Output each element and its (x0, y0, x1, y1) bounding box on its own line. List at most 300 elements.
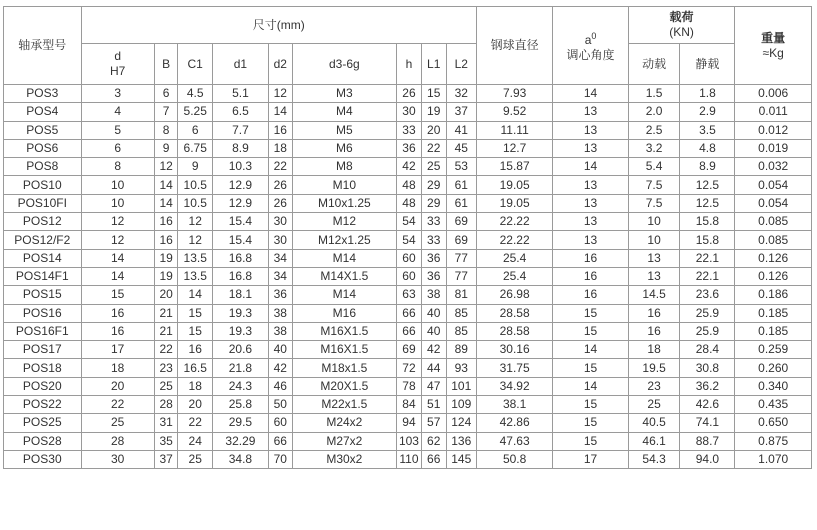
table-row (4, 249, 812, 267)
table-cell: 15 (553, 359, 628, 377)
cell-model: POS10 (4, 176, 82, 194)
table-cell: 20.6 (212, 341, 268, 359)
table-cell: 22.1 (680, 249, 735, 267)
table-cell: M10x1.25 (292, 194, 396, 212)
table-cell: 21 (154, 322, 178, 340)
header-model: 轴承型号 (4, 7, 82, 85)
table-cell: 8 (81, 158, 154, 176)
table-cell: M20X1.5 (292, 377, 396, 395)
table-cell: 19 (154, 267, 178, 285)
table-row (4, 450, 812, 468)
table-cell: 19.3 (212, 304, 268, 322)
header-d2: d2 (268, 44, 292, 85)
table-cell: 42 (421, 341, 446, 359)
table-cell: 10.5 (178, 194, 212, 212)
table-cell: 21.8 (212, 359, 268, 377)
table-cell: 9 (154, 139, 178, 157)
table-cell: 1.5 (628, 85, 680, 103)
table-cell: M4 (292, 103, 396, 121)
table-cell: M14 (292, 286, 396, 304)
table-cell: 14 (154, 176, 178, 194)
cell-model: POS4 (4, 103, 82, 121)
table-cell: 4 (81, 103, 154, 121)
table-cell: 30 (268, 231, 292, 249)
table-cell: M12x1.25 (292, 231, 396, 249)
table-cell: 77 (446, 249, 476, 267)
table-cell: 69 (446, 213, 476, 231)
header-d-bottom: H7 (109, 64, 126, 78)
table-cell: 13 (553, 121, 628, 139)
table-row (4, 231, 812, 249)
table-cell: 15 (81, 286, 154, 304)
table-cell: 66 (397, 304, 422, 322)
table-cell: 81 (446, 286, 476, 304)
table-cell: 28.58 (476, 304, 552, 322)
table-cell: 28 (154, 396, 178, 414)
table-cell: 31 (154, 414, 178, 432)
table-cell: 60 (397, 267, 422, 285)
table-cell: 6 (81, 139, 154, 157)
table-cell: 0.054 (735, 176, 812, 194)
table-cell: 26 (268, 194, 292, 212)
header-h: h (397, 44, 422, 85)
table-cell: 5.1 (212, 85, 268, 103)
table-cell: M14X1.5 (292, 267, 396, 285)
table-cell: 2.5 (628, 121, 680, 139)
table-cell: 38.1 (476, 396, 552, 414)
table-cell: 0.012 (735, 121, 812, 139)
table-cell: 84 (397, 396, 422, 414)
table-row (4, 103, 812, 121)
weight-unit: ≈Kg (762, 45, 784, 60)
table-cell: 11.11 (476, 121, 552, 139)
cell-model: POS12 (4, 213, 82, 231)
table-cell: 35 (154, 432, 178, 450)
table-cell: 9 (178, 158, 212, 176)
table-cell: 0.259 (735, 341, 812, 359)
table-cell: 51 (421, 396, 446, 414)
table-cell: 85 (446, 304, 476, 322)
table-cell: 15 (421, 85, 446, 103)
table-cell: 66 (421, 450, 446, 468)
table-cell: 9.52 (476, 103, 552, 121)
cell-model: POS14F1 (4, 267, 82, 285)
table-cell: 18 (268, 139, 292, 157)
table-cell: 57 (421, 414, 446, 432)
table-cell: 13 (553, 103, 628, 121)
table-cell: 47.63 (476, 432, 552, 450)
table-cell: 12.7 (476, 139, 552, 157)
table-cell: M16X1.5 (292, 341, 396, 359)
table-cell: 17 (81, 341, 154, 359)
table-cell: 16 (553, 286, 628, 304)
table-cell: 26 (268, 176, 292, 194)
header-C1: C1 (178, 44, 212, 85)
table-cell: 14 (81, 249, 154, 267)
table-body (4, 85, 812, 469)
table-cell: 25 (178, 450, 212, 468)
table-cell: 36 (421, 267, 446, 285)
table-cell: 124 (446, 414, 476, 432)
table-cell: 8.9 (212, 139, 268, 157)
table-cell: 7.5 (628, 176, 680, 194)
table-cell: 15 (178, 304, 212, 322)
table-row (4, 85, 812, 103)
table-cell: 42 (397, 158, 422, 176)
table-cell: 25 (154, 377, 178, 395)
table-cell: 109 (446, 396, 476, 414)
table-cell: 0.650 (735, 414, 812, 432)
table-cell: 38 (421, 286, 446, 304)
table-cell: 30 (268, 213, 292, 231)
table-cell: 72 (397, 359, 422, 377)
table-cell: 17 (553, 450, 628, 468)
table-cell: 78 (397, 377, 422, 395)
alpha-label: 调心角度 (566, 47, 615, 62)
table-cell: 7.5 (628, 194, 680, 212)
header-alignment-angle (553, 7, 628, 85)
header-ball-diameter: 钢球直径 (476, 7, 552, 85)
table-cell: 54 (397, 231, 422, 249)
table-cell: 0.185 (735, 304, 812, 322)
table-cell: 38 (268, 322, 292, 340)
table-cell: 34.92 (476, 377, 552, 395)
table-cell: M22x1.5 (292, 396, 396, 414)
table-cell: 37 (154, 450, 178, 468)
table-cell: 16 (553, 249, 628, 267)
table-cell: 34 (268, 267, 292, 285)
table-cell: 15.87 (476, 158, 552, 176)
table-cell: 19.05 (476, 194, 552, 212)
table-cell: 18 (178, 377, 212, 395)
header-d-top: d (114, 49, 121, 63)
table-cell: 10 (628, 213, 680, 231)
table-cell: 94 (397, 414, 422, 432)
table-cell: 4.8 (680, 139, 735, 157)
table-cell: 42 (268, 359, 292, 377)
table-cell: 103 (397, 432, 422, 450)
table-cell: M27x2 (292, 432, 396, 450)
cell-model: POS3 (4, 85, 82, 103)
table-cell: 61 (446, 176, 476, 194)
table-cell: 12 (178, 213, 212, 231)
table-cell: 12 (81, 213, 154, 231)
alpha-superscript: 0 (591, 30, 597, 41)
table-row (4, 414, 812, 432)
header-d1: d1 (212, 44, 268, 85)
table-cell: 0.054 (735, 194, 812, 212)
table-cell: 25.4 (476, 267, 552, 285)
table-cell: 44 (421, 359, 446, 377)
table-cell: 19 (421, 103, 446, 121)
table-cell: 12.5 (680, 194, 735, 212)
table-cell: 0.186 (735, 286, 812, 304)
table-cell: 7 (154, 103, 178, 121)
header-d3: d3-6g (292, 44, 396, 85)
table-cell: M24x2 (292, 414, 396, 432)
table-cell: 16 (628, 304, 680, 322)
table-cell: 62 (421, 432, 446, 450)
table-cell: 16 (81, 322, 154, 340)
cell-model: POS12/F2 (4, 231, 82, 249)
table-cell: 16 (553, 267, 628, 285)
table-cell: 46.1 (628, 432, 680, 450)
table-cell: 46 (268, 377, 292, 395)
table-cell: 22 (178, 414, 212, 432)
header-L1: L1 (421, 44, 446, 85)
table-cell: 15 (553, 396, 628, 414)
table-cell: 4.5 (178, 85, 212, 103)
table-cell: 22 (421, 139, 446, 157)
table-cell: 69 (397, 341, 422, 359)
table-cell: 25 (421, 158, 446, 176)
table-cell: 16 (628, 322, 680, 340)
table-cell: 0.126 (735, 249, 812, 267)
table-cell: 15.8 (680, 213, 735, 231)
cell-model: POS25 (4, 414, 82, 432)
table-cell: 47 (421, 377, 446, 395)
table-cell: 12 (268, 85, 292, 103)
table-cell: 14 (553, 85, 628, 103)
table-cell: 61 (446, 194, 476, 212)
table-cell: 6.75 (178, 139, 212, 157)
table-cell: 0.340 (735, 377, 812, 395)
table-cell: 0.126 (735, 267, 812, 285)
load-title: 载荷 (669, 10, 694, 24)
table-cell: 0.011 (735, 103, 812, 121)
cell-model: POS17 (4, 341, 82, 359)
table-cell: 12.9 (212, 194, 268, 212)
table-row (4, 304, 812, 322)
table-cell: 22 (154, 341, 178, 359)
cell-model: POS10FI (4, 194, 82, 212)
table-cell: 66 (268, 432, 292, 450)
table-cell: 33 (421, 213, 446, 231)
table-cell: 10 (81, 194, 154, 212)
table-cell: 10 (81, 176, 154, 194)
table-cell: 16 (81, 304, 154, 322)
table-row (4, 322, 812, 340)
table-cell: 13 (628, 267, 680, 285)
table-cell: 18 (81, 359, 154, 377)
table-cell: 10.3 (212, 158, 268, 176)
table-cell: 22 (268, 158, 292, 176)
table-cell: 38 (268, 304, 292, 322)
table-cell: 22.22 (476, 213, 552, 231)
table-cell: 30 (397, 103, 422, 121)
table-cell: 3.5 (680, 121, 735, 139)
table-row (4, 377, 812, 395)
table-cell: 85 (446, 322, 476, 340)
cell-model: POS8 (4, 158, 82, 176)
table-cell: 16 (154, 231, 178, 249)
cell-model: POS22 (4, 396, 82, 414)
table-cell: 14 (553, 377, 628, 395)
table-cell: 16.8 (212, 267, 268, 285)
table-cell: 8.9 (680, 158, 735, 176)
table-cell: M8 (292, 158, 396, 176)
header-weight (735, 7, 812, 85)
cell-model: POS18 (4, 359, 82, 377)
table-cell: 19.3 (212, 322, 268, 340)
table-cell: 22.22 (476, 231, 552, 249)
table-cell: 0.085 (735, 231, 812, 249)
table-cell: 1.070 (735, 450, 812, 468)
table-cell: 10.5 (178, 176, 212, 194)
table-cell: 42.6 (680, 396, 735, 414)
cell-model: POS14 (4, 249, 82, 267)
table-cell: 13.5 (178, 249, 212, 267)
table-cell: 50 (268, 396, 292, 414)
table-cell: 53 (446, 158, 476, 176)
table-cell: 31.75 (476, 359, 552, 377)
table-cell: 21 (154, 304, 178, 322)
table-cell: M5 (292, 121, 396, 139)
table-cell: 25.4 (476, 249, 552, 267)
table-cell: 110 (397, 450, 422, 468)
table-cell: 40 (421, 304, 446, 322)
table-cell: 33 (421, 231, 446, 249)
bearing-spec-table (3, 6, 812, 469)
table-cell: 77 (446, 267, 476, 285)
table-cell: 13 (553, 194, 628, 212)
table-cell: 22 (81, 396, 154, 414)
table-cell: 0.019 (735, 139, 812, 157)
table-cell: M6 (292, 139, 396, 157)
table-cell: 12.5 (680, 176, 735, 194)
table-cell: 22.1 (680, 267, 735, 285)
table-cell: 16.8 (212, 249, 268, 267)
table-cell: 14 (553, 158, 628, 176)
table-cell: 69 (446, 231, 476, 249)
table-cell: 19.05 (476, 176, 552, 194)
cell-model: POS28 (4, 432, 82, 450)
table-cell: 15 (553, 432, 628, 450)
table-cell: 29.5 (212, 414, 268, 432)
table-cell: 32 (446, 85, 476, 103)
table-cell: 14 (268, 103, 292, 121)
table-cell: 36 (268, 286, 292, 304)
table-cell: 37 (446, 103, 476, 121)
table-cell: 12 (178, 231, 212, 249)
table-cell: 25.8 (212, 396, 268, 414)
table-cell: 12 (154, 158, 178, 176)
table-cell: 28 (81, 432, 154, 450)
table-cell: 5 (81, 121, 154, 139)
table-cell: 7.93 (476, 85, 552, 103)
table-cell: 36 (397, 139, 422, 157)
table-cell: M18x1.5 (292, 359, 396, 377)
table-cell: 30.8 (680, 359, 735, 377)
table-cell: 15 (553, 322, 628, 340)
table-cell: M3 (292, 85, 396, 103)
table-cell: 40.5 (628, 414, 680, 432)
table-cell: 26 (397, 85, 422, 103)
table-cell: 6.5 (212, 103, 268, 121)
table-cell: 20 (421, 121, 446, 139)
cell-model: POS20 (4, 377, 82, 395)
table-cell: 16 (154, 213, 178, 231)
table-cell: 23 (628, 377, 680, 395)
header-dynamic-load: 动载 (628, 44, 680, 85)
table-cell: 93 (446, 359, 476, 377)
table-cell: 16.5 (178, 359, 212, 377)
table-cell: 3.2 (628, 139, 680, 157)
table-row (4, 176, 812, 194)
table-cell: 8 (154, 121, 178, 139)
cell-model: POS16 (4, 304, 82, 322)
table-cell: 14 (178, 286, 212, 304)
table-cell: 25 (81, 414, 154, 432)
table-cell: 89 (446, 341, 476, 359)
cell-model: POS5 (4, 121, 82, 139)
table-cell: 30 (81, 450, 154, 468)
table-cell: 23 (154, 359, 178, 377)
table-row (4, 359, 812, 377)
table-cell: 18 (628, 341, 680, 359)
header-B: B (154, 44, 178, 85)
table-row (4, 432, 812, 450)
table-cell: 40 (421, 322, 446, 340)
table-cell: 20 (178, 396, 212, 414)
table-cell: M16 (292, 304, 396, 322)
cell-model: POS30 (4, 450, 82, 468)
cell-model: POS16F1 (4, 322, 82, 340)
table-cell: M12 (292, 213, 396, 231)
table-cell: 36 (421, 249, 446, 267)
load-unit: (KN) (669, 25, 694, 39)
table-cell: 23.6 (680, 286, 735, 304)
header-d (81, 44, 154, 85)
table-cell: 6 (178, 121, 212, 139)
table-row (4, 121, 812, 139)
table-row (4, 267, 812, 285)
table-cell: 41 (446, 121, 476, 139)
table-cell: 74.1 (680, 414, 735, 432)
table-cell: 13 (628, 249, 680, 267)
cell-model: POS6 (4, 139, 82, 157)
table-cell: 40 (268, 341, 292, 359)
header-static-load: 静载 (680, 44, 735, 85)
table-cell: 25 (628, 396, 680, 414)
table-cell: 12 (81, 231, 154, 249)
table-cell: 5.4 (628, 158, 680, 176)
table-cell: 60 (268, 414, 292, 432)
table-cell: 54 (397, 213, 422, 231)
table-cell: 60 (397, 249, 422, 267)
table-cell: 13 (553, 213, 628, 231)
table-row (4, 158, 812, 176)
table-cell: 13 (553, 231, 628, 249)
table-cell: 14 (553, 341, 628, 359)
table-cell: 16 (178, 341, 212, 359)
table-cell: 88.7 (680, 432, 735, 450)
table-cell: 33 (397, 121, 422, 139)
table-cell: 1.8 (680, 85, 735, 103)
table-cell: 2.9 (680, 103, 735, 121)
header-dimensions: 尺寸(mm) (81, 7, 476, 44)
table-cell: 36.2 (680, 377, 735, 395)
table-cell: 28.4 (680, 341, 735, 359)
table-cell: 7.7 (212, 121, 268, 139)
table-cell: 19.5 (628, 359, 680, 377)
table-cell: 70 (268, 450, 292, 468)
table-cell: 24.3 (212, 377, 268, 395)
table-cell: 25.9 (680, 322, 735, 340)
table-cell: 0.260 (735, 359, 812, 377)
table-cell: 14 (154, 194, 178, 212)
table-cell: 3 (81, 85, 154, 103)
